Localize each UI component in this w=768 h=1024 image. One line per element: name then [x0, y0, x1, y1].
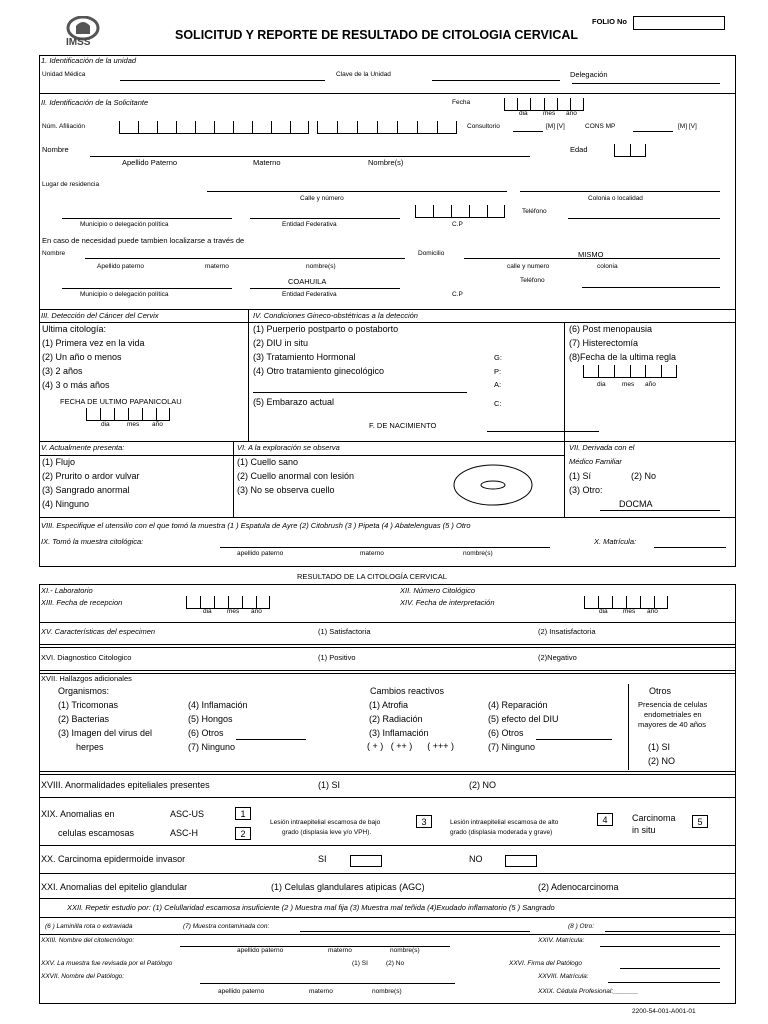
contacto-entidad-label: Entidad Federativa	[282, 291, 337, 298]
nombres-label: Nombre(s)	[368, 158, 404, 167]
resultado-title: RESULTADO DE LA CITOLOGÍA CERVICAL	[297, 572, 447, 581]
patologo-matricula-field[interactable]	[608, 982, 720, 983]
contacto-cp-label: C.P	[452, 291, 463, 298]
abortos-label: A:	[494, 380, 502, 389]
fecha-interpretacion-label: XIV. Fecha de interpretación	[400, 598, 495, 607]
folio-label: FOLIO No	[592, 17, 627, 26]
contacto-municipio-field[interactable]	[62, 288, 232, 289]
calle-field[interactable]	[207, 191, 507, 192]
presenta-opt-4[interactable]: (4) Ninguno	[42, 499, 90, 509]
fecha-dia: dia	[519, 110, 528, 117]
carcinoma-invasor-no-box[interactable]	[505, 855, 537, 867]
clave-field[interactable]	[432, 80, 560, 81]
carcinoma-invasor-si-box[interactable]	[350, 855, 382, 867]
consultorio-label: Consultorio	[467, 123, 500, 130]
edad-boxes[interactable]	[614, 144, 646, 157]
num-afiliacion-label: Núm. Afiliación	[42, 123, 85, 130]
nombre-field[interactable]	[90, 156, 530, 157]
unidad-field[interactable]	[120, 80, 325, 81]
cito-materno-label: materno	[328, 947, 352, 954]
medico-familiar-label: Médico Familiar	[569, 457, 622, 466]
page-title: SOLICITUD Y REPORTE DE RESULTADO DE CITOLOGIA CERVICAL	[175, 28, 579, 42]
anormalidades-si[interactable]: (1) SI	[318, 780, 341, 790]
ultima-opt-2[interactable]: (2) Un año o menos	[42, 352, 122, 362]
cedula-label: XXIX. Cédula Profesional:_______	[538, 988, 639, 995]
tomo-nombres-label: nombre(s)	[463, 550, 493, 557]
cond-opt-5[interactable]: (5) Embarazo actual	[253, 397, 335, 407]
exploracion-opt-1[interactable]: (1) Cuello sano	[237, 457, 299, 467]
contacto-telefono-field[interactable]	[582, 287, 720, 288]
domicilio-label: Domicilio	[418, 250, 445, 257]
recepcion-anio: año	[251, 608, 262, 615]
cambios-opt-4[interactable]: (4) Reparación	[488, 700, 548, 710]
domicilio-value: MISMO	[578, 250, 604, 259]
revisada-si[interactable]: (1) SI	[352, 960, 368, 967]
ap-paterno-label: Apellido Paterno	[122, 158, 178, 167]
municipio-label: Municipio o delegación política	[80, 221, 169, 228]
contacto-entidad-field[interactable]	[250, 288, 400, 289]
delegacion-label: Delegación	[570, 70, 608, 79]
utensilio-text: VIII. Especifique el utensilio con el que tomó la muestra (1 ) Espatula de Ayre (2) Citobrush (3 ) Pipeta (4 ) Abatelenguas (5 ) Otro	[41, 521, 471, 530]
citotecnologo-matricula-field[interactable]	[600, 946, 720, 947]
pat-ap-label: apellido paterno	[218, 988, 265, 995]
anormalidades-no[interactable]: (2) NO	[469, 780, 496, 790]
clave-label: Clave de la Unidad	[336, 71, 391, 78]
fecha-nacimiento-label: F. DE NACIMIENTO	[369, 421, 437, 430]
contaminada-field[interactable]	[300, 931, 530, 932]
org-opt-7[interactable]: (7) Ninguno	[188, 742, 236, 752]
contacto-nombres-label: nombre(s)	[306, 263, 336, 270]
contacto-ap-label: Apellido paterno	[97, 263, 144, 270]
ultima-opt-1[interactable]: (1) Primera vez en la vida	[42, 338, 145, 348]
glandular-opt-1[interactable]: (1) Celulas glandulares atipicas (AGC)	[271, 882, 425, 892]
interp-anio: año	[647, 608, 658, 615]
cond-opt-3[interactable]: (3) Tratamiento Hormonal	[253, 352, 356, 362]
contacto-nombre-field[interactable]	[85, 258, 405, 259]
diagnostico-opt-2[interactable]: (2)Negativo	[538, 653, 577, 662]
entidad-field[interactable]	[250, 218, 400, 219]
org-opt-5[interactable]: (5) Hongos	[188, 714, 233, 724]
tomo-muestra-label: IX. Tomó la muestra citológica:	[41, 537, 144, 546]
bajo-grado-box[interactable]: 3	[416, 815, 432, 828]
org-opt-1[interactable]: (1) Tricomonas	[58, 700, 119, 710]
sec7-title: VII. Derivada con el	[569, 443, 635, 452]
patologo-field[interactable]	[200, 983, 455, 984]
cambios-opt-6[interactable]: (6) Otros	[488, 728, 524, 738]
repetir-opt-7[interactable]: (7) Muestra contaminada con:	[183, 923, 270, 930]
matricula-field[interactable]	[654, 547, 726, 548]
fecha-pap-dia: dia	[101, 421, 110, 428]
lugar-residencia-label: Lugar de residencia	[42, 181, 100, 188]
pat-materno-label: materno	[309, 988, 333, 995]
otro-tratamiento-field[interactable]	[253, 392, 467, 393]
repetir-opt-6[interactable]: (6 ) Laminilla rota o extraviada	[45, 923, 133, 930]
ultima-opt-3[interactable]: (3) 2 años	[42, 366, 83, 376]
asc-h-box[interactable]: 2	[235, 827, 251, 840]
necesidad-text: En caso de necesidad puede tambien localizarse a través de	[42, 236, 245, 245]
entidad-value: COAHUILA	[288, 277, 327, 286]
delegacion-field[interactable]	[572, 83, 720, 84]
org-opt-3b: herpes	[76, 742, 104, 752]
carcinoma-line-1: Carcinoma	[632, 813, 676, 823]
afiliacion-boxes-1[interactable]	[119, 121, 309, 134]
org-opt-6[interactable]: (6) Otros	[188, 728, 224, 738]
cambios-opt-1[interactable]: (1) Atrofia	[369, 700, 409, 710]
diagnostico-label: XVI. Diagnostico Citologico	[41, 653, 132, 662]
consultorio-field[interactable]	[513, 131, 543, 132]
revisada-label: XXV. La muestra fue revisada por el Patólogo	[41, 960, 173, 967]
sec3-title: III. Detección del Cáncer del Cervix	[41, 311, 159, 320]
cito-ap-label: apellido paterno	[237, 947, 284, 954]
interp-dia: dia	[599, 608, 608, 615]
sec2-title: II. Identificación de la Solicitante	[41, 98, 149, 107]
materno-label: Materno	[253, 158, 281, 167]
org-opt-4[interactable]: (4) Inflamación	[188, 700, 248, 710]
inflamacion-grado[interactable]: ( + ) ( ++ ) ( +++ )	[367, 741, 455, 751]
fur-mes: mes	[622, 381, 635, 388]
recepcion-dia: dia	[203, 608, 212, 615]
asc-us-box[interactable]: 1	[235, 807, 251, 820]
presencia-line-2: endometriales en	[644, 710, 702, 719]
derivada-otro-field[interactable]	[600, 510, 720, 511]
derivada-opt-3[interactable]: (3) Otro:	[569, 485, 603, 495]
contacto-telefono-label: Teléfono	[520, 277, 545, 284]
cond-opt-6[interactable]: (6) Post menopausia	[569, 324, 653, 334]
form-code: 2200-54-001-A001-01	[632, 1008, 696, 1015]
especimen-opt-2[interactable]: (2) Insatisfactoria	[538, 627, 596, 636]
fecha-label: Fecha	[452, 99, 471, 106]
telefono-field[interactable]	[568, 218, 720, 219]
contacto-colonia-label: colonia	[597, 263, 618, 270]
org-otros-field[interactable]	[236, 739, 306, 740]
consultorio-mv: [M] [V]	[546, 123, 565, 130]
cambios-opt-2[interactable]: (2) Radiación	[369, 714, 423, 724]
revisada-no[interactable]: (2) No	[386, 960, 405, 967]
recepcion-mes: mes	[227, 608, 240, 615]
exploracion-opt-2[interactable]: (2) Cuello anormal con lesión	[237, 471, 355, 481]
citotecnologo-label: XXIII. Nombre del citotecnólogo:	[41, 937, 135, 944]
bajo-grado-line-2: grado (displasia leve y/o VPH).	[282, 829, 372, 836]
presencia-no[interactable]: (2) NO	[648, 756, 675, 766]
repetir-otro-field[interactable]	[605, 931, 720, 932]
ultima-citologia-label: Ultima citología:	[42, 324, 107, 334]
cervix-diagram	[452, 463, 534, 511]
telefono-label: Teléfono	[522, 208, 547, 215]
logo-text: IMSS	[66, 37, 91, 48]
carcinoma-invasor-label: XX. Carcinoma epidermoide invasor	[41, 854, 186, 864]
cond-opt-1[interactable]: (1) Puerperio postparto o postaborto	[253, 324, 399, 334]
presenta-opt-1[interactable]: (1) Flujo	[42, 457, 76, 467]
anomalias-glandular-label: XXI. Anomalias del epitelio glandular	[41, 882, 188, 892]
municipio-field[interactable]	[62, 218, 232, 219]
presencia-line-3: mayores de 40 años	[638, 720, 706, 729]
glandular-opt-2[interactable]: (2) Adenocarcinoma	[538, 882, 619, 892]
colonia-label: Colonia o localidad	[588, 195, 643, 202]
fur-dia: dia	[597, 381, 606, 388]
cond-opt-4[interactable]: (4) Otro tratamiento ginecológico	[253, 366, 385, 376]
cito-nombres-label: nombre(s)	[390, 947, 420, 954]
fur-boxes[interactable]	[583, 365, 677, 378]
fur-anio: año	[645, 381, 656, 388]
nombre-label: Nombre	[42, 145, 69, 154]
interp-mes: mes	[623, 608, 636, 615]
patologo-label: XXVII. Nombre del Patólogo:	[41, 973, 125, 980]
cond-opt-8[interactable]: (8)Fecha de la ultima regla	[569, 352, 677, 362]
matricula-label: X. Matrícula:	[594, 537, 637, 546]
carcinoma-line-2: in situ	[632, 825, 656, 835]
fecha-recepcion-label: XIII. Fecha de recepcion	[41, 598, 123, 607]
gesta-label: G:	[494, 353, 502, 362]
sec6-title: VI. A la exploración se observa	[237, 443, 340, 452]
cambios-opt-7[interactable]: (7) Ninguno	[488, 742, 536, 752]
calle-label: Calle y número	[300, 195, 344, 202]
sec4-title: IV. Condiciones Gineco-obstétricas a la detección	[253, 311, 418, 320]
repetir-estudio-text: XXII. Repetir estudio por: (1) Celullaridad escamosa insuficiente (2 ) Muestra mal fija (3) Muestra mal teñida (4)Exudado inflamatorio (5 ) Sangrado	[67, 903, 555, 912]
cons-mp-mv: [M] [V]	[678, 123, 697, 130]
cesareas-label: C:	[494, 399, 502, 408]
organismos-label: Organismos:	[58, 686, 110, 696]
ultima-opt-4[interactable]: (4) 3 o más años	[42, 380, 110, 390]
especimen-opt-1[interactable]: (1) Satisfactoria	[318, 627, 371, 636]
alto-grado-line-2: grado (displasia moderada y grave)	[450, 829, 553, 836]
derivada-opt-1[interactable]: (1) Sí	[569, 471, 592, 481]
cambios-label: Cambios reactivos	[370, 686, 445, 696]
cp-boxes[interactable]	[415, 205, 505, 218]
afiliacion-boxes-2[interactable]	[317, 121, 457, 134]
cons-mp-label: CONS MP	[585, 123, 616, 130]
presencia-si[interactable]: (1) SI	[648, 742, 671, 752]
fecha-pap-label: FECHA DE ULTIMO PAPANICOLAU	[60, 397, 182, 406]
tomo-muestra-field[interactable]	[220, 547, 550, 548]
org-opt-2[interactable]: (2) Bacterias	[58, 714, 110, 724]
carcinoma-invasor-no: NO	[469, 854, 483, 864]
contacto-materno-label: materno	[205, 263, 229, 270]
cond-opt-7[interactable]: (7) Histerectomía	[569, 338, 639, 348]
contacto-municipio-label: Municipio o delegación política	[80, 291, 169, 298]
numero-citologico-label: XII. Número Citológico	[400, 586, 476, 595]
firma-patologo-field[interactable]	[620, 968, 720, 969]
laboratorio-label: XI.- Laboratorio	[41, 586, 93, 595]
sec5-title: V. Actualmente presenta:	[41, 443, 125, 452]
cp-label: C.P	[452, 221, 463, 228]
asc-h-label: ASC-H	[170, 828, 199, 838]
edad-label: Edad	[570, 145, 588, 154]
cambios-opt-3[interactable]: (3) Inflamación	[369, 728, 429, 738]
para-label: P:	[494, 367, 502, 376]
cambios-otros-field[interactable]	[536, 739, 612, 740]
firma-patologo-label: XXVI. Firma del Patólogo	[509, 960, 582, 967]
unidad-label: Unidad Médica	[42, 71, 86, 78]
fecha-anio: año	[566, 110, 577, 117]
fecha-pap-boxes[interactable]	[86, 408, 170, 421]
alto-grado-line-1: Lesión intraepitelial escamosa de alto	[450, 819, 559, 826]
bajo-grado-line-1: Lesión intraepitelial escamosa de bajo	[270, 819, 381, 826]
anomalias-escamosas-label: XIX. Anomalias en	[41, 809, 115, 819]
fecha-mes: mes	[543, 110, 556, 117]
derivada-opt-2[interactable]: (2) No	[631, 471, 657, 481]
derivada-otro-value: DOCMA	[619, 499, 653, 509]
citotecnologo-matricula-label: XXIV. Matrícula:	[538, 937, 585, 944]
presenta-opt-3[interactable]: (3) Sangrado anormal	[42, 485, 130, 495]
diagnostico-opt-1[interactable]: (1) Positivo	[318, 653, 356, 662]
anormalidades-label: XVIII. Anormalidades epiteliales presentes	[41, 780, 210, 790]
pat-nombres-label: nombre(s)	[372, 988, 402, 995]
folio-field[interactable]	[633, 16, 725, 30]
cond-opt-2[interactable]: (2) DIU in situ	[253, 338, 309, 348]
entidad-label: Entidad Federativa	[282, 221, 337, 228]
presencia-line-1: Presencia de celulas	[638, 700, 708, 709]
sec1-title: 1. Identificación de la unidad	[41, 56, 137, 65]
colonia-field[interactable]	[520, 191, 720, 192]
tomo-materno-label: materno	[360, 550, 384, 557]
repetir-opt-8[interactable]: (8 ) Otro:	[568, 923, 595, 930]
cons-mp-field[interactable]	[633, 131, 673, 132]
fecha-pap-mes: mes	[127, 421, 140, 428]
patologo-matricula-label: XXVIII. Matrícula:	[538, 973, 589, 980]
contacto-calle-label: calle y numero	[507, 263, 550, 270]
contacto-nombre-label: Nombre	[42, 250, 66, 257]
org-opt-3[interactable]: (3) Imagen del virus del	[58, 728, 153, 738]
otros-label: Otros	[649, 686, 672, 696]
tomo-ap-label: apellido paterno	[237, 550, 284, 557]
asc-us-label: ASC-US	[170, 809, 205, 819]
hallazgos-label: XVII. Hallazgos adicionales	[41, 674, 132, 683]
especimen-label: XV. Características del especimen	[41, 627, 156, 636]
exploracion-opt-3[interactable]: (3) No se observa cuello	[237, 485, 335, 495]
cambios-opt-5[interactable]: (5) efecto del DIU	[488, 714, 559, 724]
alto-grado-box[interactable]: 4	[597, 813, 613, 826]
anomalias-escamosas-label-2: celulas escamosas	[58, 828, 135, 838]
fecha-nacimiento-field[interactable]	[487, 431, 599, 432]
carcinoma-box[interactable]: 5	[692, 815, 708, 828]
presenta-opt-2[interactable]: (2) Prurito o ardor vulvar	[42, 471, 140, 481]
fecha-pap-anio: año	[152, 421, 163, 428]
carcinoma-invasor-si: SI	[318, 854, 327, 864]
domicilio-field[interactable]	[464, 258, 720, 259]
